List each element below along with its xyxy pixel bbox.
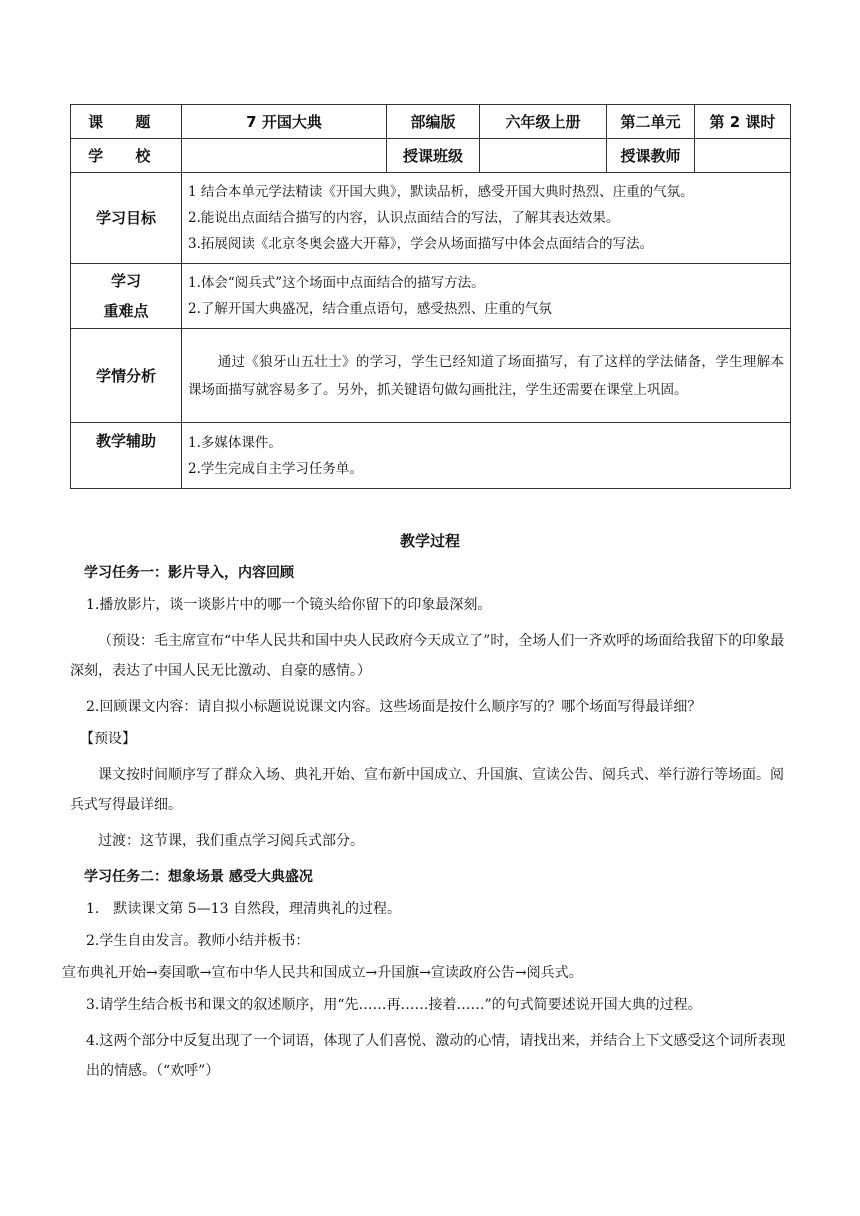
objectives-label: 学习目标 [71, 173, 182, 264]
edition: 部编版 [387, 105, 480, 139]
lesson-info-table [70, 104, 791, 489]
paragraph: 2.回顾课文内容：请自拟小标题说说课文内容。这些场面是按什么顺序写的？哪个场面写得最详细？ [86, 699, 702, 715]
objective-item: 1 结合本单元学法精读《开国大典》，默读品析，感受开国大典时热烈、庄重的气氛。 [188, 184, 694, 200]
key-points-content [182, 264, 791, 329]
paragraph: 4.这两个部分中反复出现了一个词语，体现了人们喜悦、激动的心情，请找出来，并结合上下文感受这个词所表现出的情感。（“欢呼”） [86, 1033, 786, 1079]
aid-item: 2.学生完成自主学习任务单。 [188, 460, 363, 477]
board-summary: 宣布典礼开始→奏国歌→宣布中华人民共和国成立→升国旗→宣读政府公告→阅兵式。 [62, 965, 583, 981]
school-label: 学 校 [71, 139, 182, 173]
table-row [71, 139, 791, 173]
aids-label: 教学辅助 [71, 423, 182, 489]
table-row [71, 329, 791, 423]
paragraph: 1. 默读课文第 5—13 自然段，理清典礼的过程。 [86, 901, 401, 917]
paragraph: 1.播放影片，谈一谈影片中的哪一个镜头给你留下的印象最深刻。 [86, 597, 492, 613]
objective-item: 2.能说出点面结合描写的内容，认识点面结合的写法，了解其表达效果。 [188, 210, 620, 226]
grade: 六年级上册 [480, 105, 607, 139]
unit: 第二单元 [607, 105, 695, 139]
process-body [62, 562, 790, 1086]
teacher-value [695, 139, 791, 173]
objective-item: 3.拓展阅读《北京冬奥会盛大开幕》，学会从场面描写中体会点面结合的写法。 [188, 236, 654, 252]
paragraph: 过渡：这节课，我们重点学习阅兵式部分。 [98, 833, 364, 849]
analysis-content [182, 329, 791, 423]
task1-heading: 学习任务一：影片导入，内容回顾 [84, 565, 294, 581]
key-points-label: 学习 重难点 [71, 264, 182, 329]
process-title: 教学过程 [399, 532, 460, 550]
class-value [480, 139, 607, 173]
lesson-title: 7 开国大典 [182, 105, 387, 139]
period: 第 2 课时 [695, 105, 791, 139]
paragraph: 课文按时间顺序写了群众入场、典礼开始、宣布新中国成立、升国旗、宣读公告、阅兵式、举行游行等场面。阅兵式写得最详细。 [70, 767, 784, 813]
paragraph: 3.请学生结合板书和课文的叙述顺序，用“先……再……接着……”的句式简要述说开国大典的过程。 [86, 997, 702, 1013]
aid-item: 1.多媒体课件。 [188, 434, 282, 451]
class-label: 授课班级 [387, 139, 480, 173]
table-row [71, 423, 791, 489]
key-point-item: 2.了解开国大典盛况，结合重点语句，感受热烈、庄重的气氛 [188, 301, 552, 317]
task2-heading: 学习任务二：想象场景 感受大典盛况 [84, 869, 313, 885]
analysis-label: 学情分析 [71, 329, 182, 423]
key-point-item: 1.体会“阅兵式”这个场面中点面结合的描写方法。 [188, 275, 485, 291]
teacher-label: 授课教师 [607, 139, 695, 173]
table-row [71, 173, 791, 264]
school-value [182, 139, 387, 173]
aids-content [182, 423, 791, 489]
paragraph: （预设：毛主席宣布“中华人民共和国中央人民政府今天成立了”时，全场人们一齐欢呼的场面给我留下的印象最深刻，表达了中国人民无比激动、自豪的感情。） [70, 633, 785, 679]
objectives-content [182, 173, 791, 264]
analysis-text: 通过《狼牙山五壮士》的学习，学生已经知道了场面描写，有了这样的学法储备，学生理解本课场面描写就容易多了。另外，抓关键语句做勾画批注，学生还需要在课堂上巩固。 [188, 353, 784, 398]
preset-label: 【预设】 [80, 731, 136, 747]
table-row [71, 264, 791, 329]
paragraph: 2.学生自由发言。教师小结并板书： [86, 933, 310, 949]
course-label: 课 题 [71, 105, 182, 139]
table-row [71, 105, 791, 139]
